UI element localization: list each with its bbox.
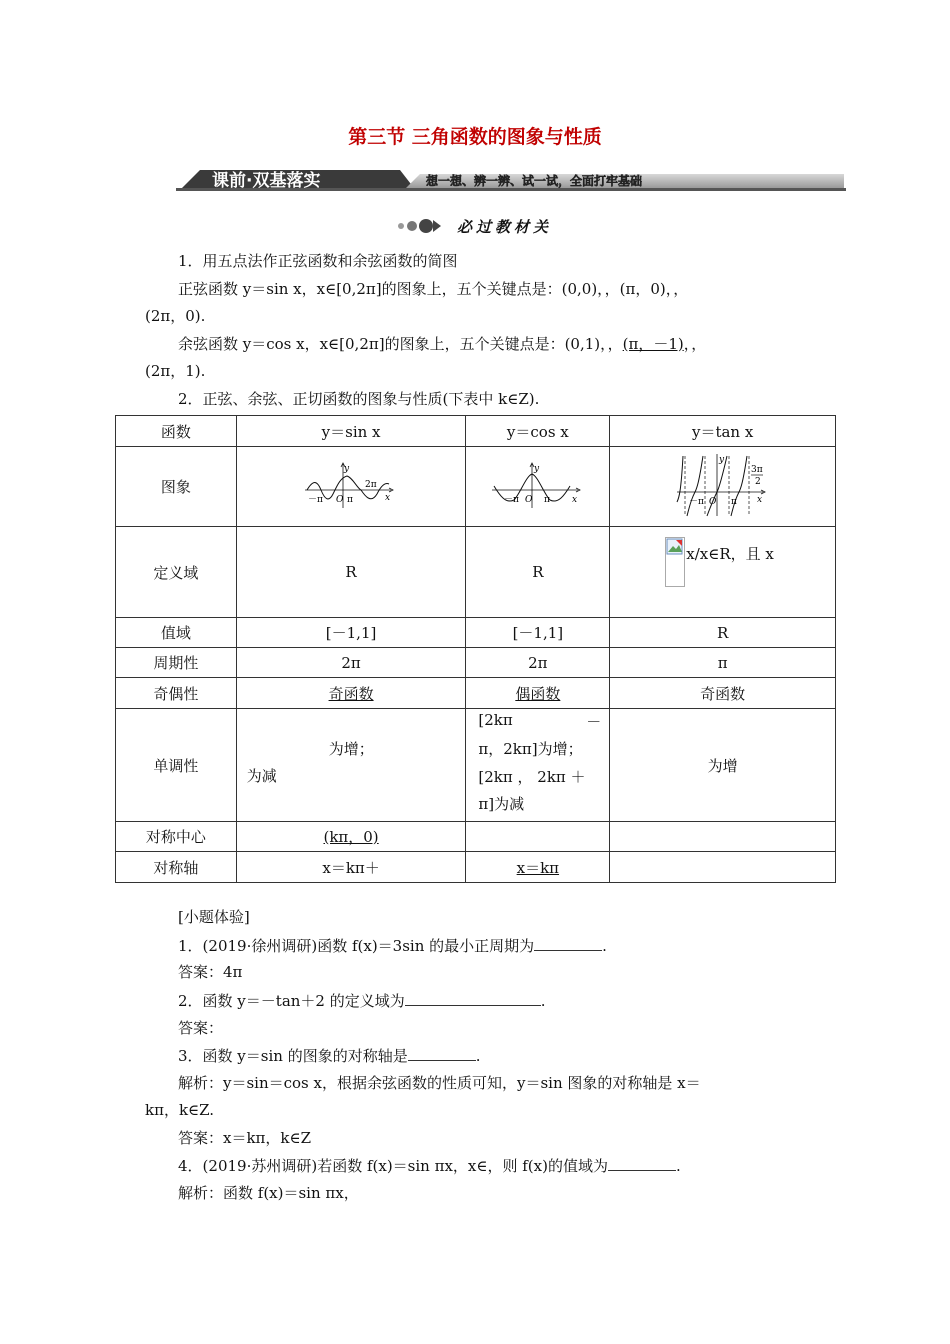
dot-icon [419,219,433,233]
tan-range: R [610,618,836,648]
banner-main: 课前·双基落实 [212,171,321,191]
sin-increasing: 为增； [328,740,374,758]
cos-mono-line: π，2kπ]为增； [478,740,583,758]
header-cell: 函数 [116,416,237,447]
row-label: 对称中心 [116,822,237,852]
table-row [116,416,836,447]
question-3-end: . [475,1047,481,1065]
sin-symmetry-axis: x＝kπ＋ [236,852,466,883]
cos-mono-line: [2kπ ， 2kπ ＋ [478,768,586,786]
answer-3: 答案：x＝kπ，k∈Z [178,1129,312,1147]
cos-monotonic-cell [466,709,610,822]
banner-slogan: 想一想、辨一辨、试一试，全面打牢基础 [426,174,643,188]
tan-graph-cell [610,447,836,527]
tan-symmetry-axis [610,852,836,883]
cos-points-tail: ，， [683,335,707,353]
row-label: 定义域 [116,527,237,618]
cos-symmetry-center [466,822,610,852]
solution-3-cont: kπ，k∈Z. [145,1101,215,1119]
answer-blank [608,1156,676,1171]
tan-label-neg-pi: －π [688,496,704,507]
image-placeholder-icon [666,538,684,556]
broken-image-icon [665,537,685,587]
row-label: 周期性 [116,648,237,678]
cos-label-pi: π [543,494,550,505]
cos-axis-x: x [571,494,577,505]
answer-2: 答案： [178,1019,224,1037]
question-4-text: 4．(2019·苏州调研)若函数 f(x)＝sin πx，x∈，则 f(x)的值域为 [178,1157,608,1175]
question-1-text: 1．(2019·徐州调研)函数 f(x)＝3sin 的最小正周期为 [178,937,535,955]
sin-graph-cell [236,447,466,527]
tan-period: π [610,648,836,678]
cos-mono-line: [2kπ [478,711,513,729]
sin-parity: 奇函数 [236,678,466,709]
sin-period: 2π [236,648,466,678]
para-cos-points [178,335,706,353]
table-row [116,527,836,618]
sin-axis-y: y [344,463,350,474]
arrow-icon [433,220,441,232]
row-label: 奇偶性 [116,678,237,709]
cos-period: 2π [466,648,610,678]
sin-domain: R [236,527,466,618]
properties-table [115,415,836,883]
cos-label-origin: O [524,494,533,505]
subsection-heading [395,214,595,244]
tan-label-pi: π [730,496,737,507]
tan-label-frac-top: 3π [750,464,763,475]
cos-graph [490,460,586,510]
page-title: 第三节 三角函数的图象与性质 [348,126,602,148]
cos-graph-cell [466,447,610,527]
cos-parity: 偶函数 [466,678,610,709]
question-3 [178,1046,481,1065]
sin-label-pi: π [347,494,353,505]
sin-symmetry-center: (kπ，0) [236,822,466,852]
question-4 [178,1156,681,1175]
sin-decreasing: 为减 [246,767,277,785]
question-1 [178,936,607,955]
table-row [116,618,836,648]
subsection-graphic [395,214,595,240]
row-label: 图象 [116,447,237,527]
sin-range: [－1,1] [236,618,466,648]
question-2-end: . [540,992,546,1010]
answer-1: 答案：4π [178,963,243,981]
banner-graphic [176,168,846,194]
para-sine-points: 正弦函数 y＝sin x，x∈[0,2π]的图象上，五个关键点是：(0,0)，，(π，0)，， [178,280,689,298]
sin-label-2pi: 2π [365,479,377,490]
solution-3: 解析：y＝sin＝cos x，根据余弦函数的性质可知，y＝sin 图象的对称轴是 x＝ [178,1074,701,1092]
sin-axis-x: x [385,492,391,503]
cos-point-pi: (π，－1) [622,335,684,353]
cos-mono-line: － [586,713,602,731]
practice-header: [小题体验] [178,908,250,926]
para-cos-points-cont: (2π，1). [145,362,206,380]
para-table-intro: 2．正弦、余弦、正切函数的图象与性质(下表中 k∈Z). [178,390,540,408]
dot-icon [398,223,404,229]
header-cell: y＝sin x [236,416,466,447]
answer-blank [408,1046,476,1061]
cos-mono-line: π]为减 [478,795,525,813]
tan-axis-y: y [718,454,724,465]
answer-blank [405,991,541,1006]
answer-blank [534,936,602,951]
table-row [116,822,836,852]
para-sine-points-cont: (2π，0). [145,307,206,325]
tan-parity: 奇函数 [610,678,836,709]
sin-label-neg-pi: －π [308,494,323,505]
dot-icon [407,221,417,231]
sin-graph [303,460,399,510]
para-five-point: 1．用五点法作正弦函数和余弦函数的简图 [178,252,458,270]
table-row [116,678,836,709]
cos-symmetry-axis: x＝kπ [466,852,610,883]
tan-label-frac-bot: 2 [754,476,761,487]
cos-label-neg-pi: －π [503,494,519,505]
question-1-end: . [602,937,607,955]
cos-range: [－1,1] [466,618,610,648]
cos-axis-y: y [533,463,539,474]
table-row [116,447,836,527]
cos-points-text: 余弦函数 y＝cos x，x∈[0,2π]的图象上，五个关键点是：(0,1)，， [178,335,623,353]
table-row [116,709,836,822]
row-label: 单调性 [116,709,237,822]
header-cell: y＝cos x [466,416,610,447]
row-label: 值域 [116,618,237,648]
header-cell: y＝tan x [610,416,836,447]
tan-axis-x: x [756,494,762,505]
tan-domain: x/x∈R，且 x [686,545,774,563]
cos-domain: R [466,527,610,618]
tan-graph [675,452,771,518]
solution-4: 解析：函数 f(x)＝sin πx， [178,1184,359,1202]
tan-label-origin: O [708,496,717,507]
tan-symmetry-center [610,822,836,852]
subsection-label: 必过教材关 [457,218,553,236]
question-2 [178,991,546,1010]
tan-monotonic: 为增 [610,709,836,822]
table-row [116,852,836,883]
tan-domain-cell [610,527,836,618]
question-2-text: 2．函数 y＝－tan＋2 的定义域为 [178,992,405,1010]
question-4-end: . [675,1157,681,1175]
section-banner [176,168,846,194]
sin-label-origin: O [336,494,344,505]
table-row [116,648,836,678]
row-label: 对称轴 [116,852,237,883]
question-3-text: 3．函数 y＝sin 的图象的对称轴是 [178,1047,408,1065]
sin-monotonic-cell [236,709,466,822]
